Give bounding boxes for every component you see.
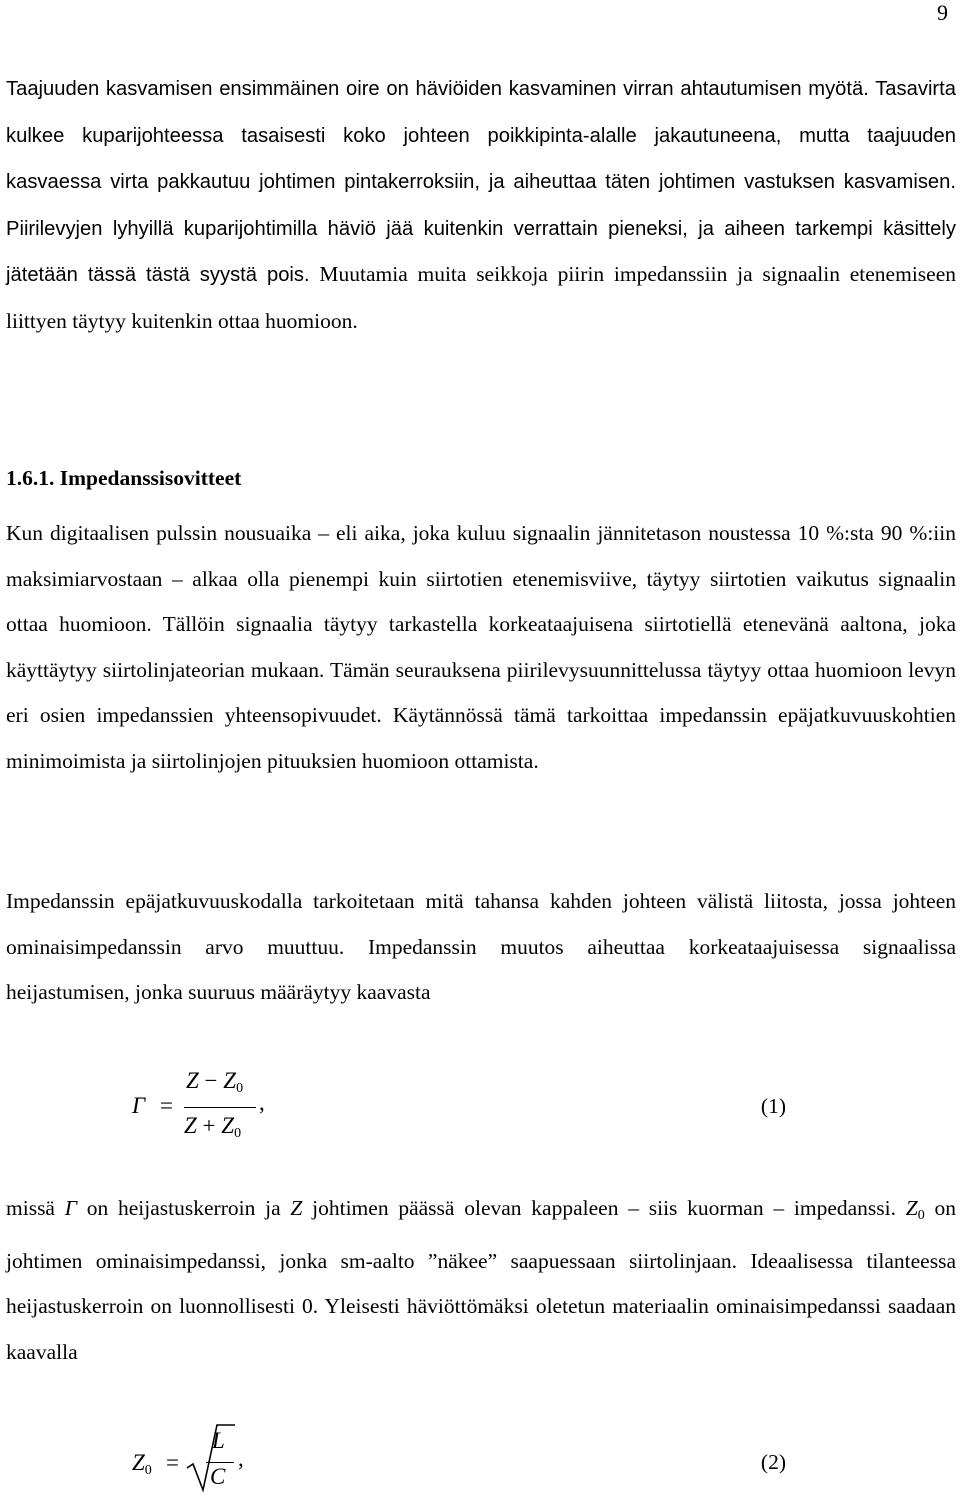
paragraph-definitions bbox=[6, 1186, 956, 1375]
eq2-comma: , bbox=[238, 1446, 244, 1471]
eq1-fraction-bar bbox=[184, 1107, 256, 1108]
eq2-lhs bbox=[132, 1450, 152, 1479]
eq2-denominator: C bbox=[210, 1464, 226, 1489]
paragraph-intro-serif: Muutamia muita seikkoja piirin impedanssiin ja signaalin etenemiseen liittyen täytyy kuitenkin ottaa huomioon. bbox=[6, 262, 956, 333]
defs-z0: Z bbox=[905, 1196, 918, 1220]
eq1-number: (1) bbox=[760, 1094, 786, 1118]
eq1-den-z0-sub: 0 bbox=[234, 1126, 242, 1141]
eq1-den-z: Z bbox=[184, 1113, 197, 1138]
page-number: 9 bbox=[937, 0, 948, 25]
defs-gamma: Γ bbox=[64, 1196, 77, 1220]
eq2-lhs-z: Z bbox=[132, 1450, 145, 1475]
eq1-den-plus: + bbox=[202, 1113, 216, 1138]
eq1-gamma: Γ bbox=[132, 1093, 146, 1118]
eq2-numerator: L bbox=[212, 1428, 225, 1453]
eq1-num-minus: − bbox=[204, 1068, 218, 1093]
eq2-equals: = bbox=[166, 1450, 179, 1475]
defs-text-d: on johtimen ominaisimpedanssi, jonka sm-aalto ”näkee” saapuessaan siirtolinjaan. Ideaalisessa tilanteessa heijastuskerroin on luonnollisesti 0. Yleisesti häviöttömäksi oletetun materiaalin ominaisimpedanssi saadaan kaavalla bbox=[6, 1196, 957, 1364]
eq1-num-z0-sub: 0 bbox=[236, 1081, 244, 1096]
eq1-denominator bbox=[184, 1113, 241, 1142]
eq1-numerator bbox=[186, 1068, 243, 1097]
defs-z: Z bbox=[290, 1196, 303, 1220]
eq1-num-z: Z bbox=[186, 1068, 199, 1093]
eq1-equals: = bbox=[160, 1093, 173, 1118]
eq2-number: (2) bbox=[760, 1450, 786, 1474]
paragraph-intro-sans: Taajuuden kasvamisen ensimmäinen oire on häviöiden kasvaminen virran ahtautumisen myötä. Tasavirta kulkee kuparijohteessa tasaisesti koko johteen poikkipinta-alalle jakautuneena, mutta taajuuden kasvaessa virta pakkautuu johtimen pintakerroksiin, ja aiheuttaa täten johtimen vastuksen kasvamisen. bbox=[6, 78, 956, 194]
section-heading: 1.6.1. Impedanssisovitteet bbox=[6, 466, 242, 490]
eq2-lhs-sub: 0 bbox=[144, 1463, 152, 1478]
defs-text-a: missä bbox=[6, 1196, 65, 1220]
eq1-den-z0: Z bbox=[221, 1113, 235, 1138]
defs-text-c: johtimen päässä olevan kappaleen – siis kuorman – impedanssi. bbox=[302, 1196, 906, 1220]
defs-text-b: on heijastuskerroin ja bbox=[76, 1196, 291, 1220]
eq1-comma: , bbox=[259, 1090, 265, 1115]
paragraph-intro bbox=[6, 66, 956, 345]
defs-z0-sub: 0 bbox=[917, 1208, 925, 1223]
eq1-num-z0: Z bbox=[223, 1068, 237, 1093]
paragraph-intro-sans-2: Piirilevyjen lyhyillä kuparijohtimilla häviö jää kuitenkin verrattain pieneksi, ja aiheen tarkempi käsittely jätetään tässä tästä syystä pois. bbox=[6, 217, 956, 287]
paragraph-discontinuity: Impedanssin epäjatkuvuuskodalla tarkoitetaan mitä tahansa kahden johteen välistä liitosta, jossa johteen ominaisimpedanssin arvo muuttuu. Impedanssin muutos aiheuttaa korkeataajuisessa signaalissa heijastumisen, jonka suuruus määräytyy kaavasta bbox=[6, 889, 956, 1005]
paragraph-risetime: Kun digitaalisen pulssin nousuaika – eli aika, joka kuluu signaalin jännitetason noustessa 10 %:sta 90 %:iin maksimiarvostaan – alkaa olla pienempi kuin siirtotien etenemisviive, täytyy siirtotien vaikutus signaalin ottaa huomioon. Tällöin signaalia täytyy tarkastella korkeataajuisena siirtotiellä etenevänä aaltona, joka käyttäytyy siirtolinjateorian mukaan. Tämän seurauksena piirilevysuunnittelussa täytyy ottaa huomioon levyn eri osien impedanssien yhteensopivuudet. Käytännössä tämä tarkoittaa impedanssin epäjatkuvuuskohtien minimoimista ja siirtolinjojen pituuksien huomioon ottamista. bbox=[6, 521, 956, 773]
